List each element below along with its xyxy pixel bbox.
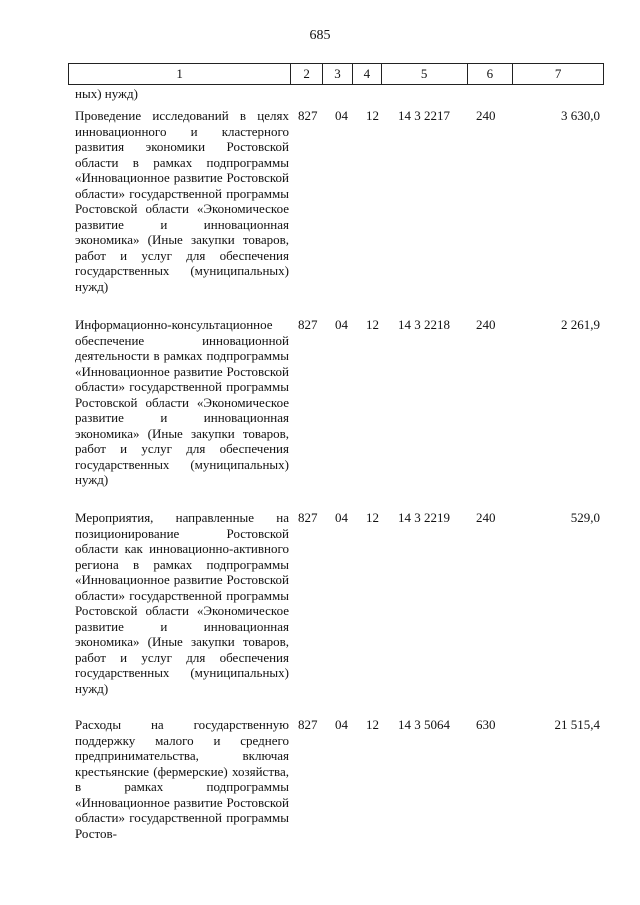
row-col2: 827 — [298, 510, 318, 525]
row-col5: 14 3 5064 — [398, 717, 450, 732]
row-col6: 240 — [476, 108, 496, 123]
row-col4: 12 — [366, 510, 379, 525]
row-col3: 04 — [335, 108, 348, 123]
row-col6: 240 — [476, 317, 496, 332]
row-col2: 827 — [298, 108, 318, 123]
page-number: 685 — [309, 28, 331, 43]
row-col6: 630 — [476, 717, 496, 732]
continuation-text: ных) нужд) — [75, 86, 138, 101]
header-col-2: 2 — [291, 64, 323, 84]
row-description: Информационно-консультационное обеспечение инновационной деятельности в рамках подпрограммы «Инновационное развитие Ростовской области» государственной программы Ростовской области «Экономическое развитие и инновационная экономика» (Иные закупки товаров, работ и услуг для обеспечения государственных (муниципальных) нужд) — [75, 317, 289, 488]
row-col7: 21 515,4 — [554, 717, 600, 732]
row-col5: 14 3 2217 — [398, 108, 450, 123]
row-col4: 12 — [366, 108, 379, 123]
row-col7: 3 630,0 — [561, 108, 600, 123]
row-description: Проведение исследований в целях инновационного и кластерного развития экономики Ростовской области в рамках подпрограммы «Инновационное развитие Ростовской области» государственной программы Ростовской области «Экономическое развитие и инновационная экономика» (Иные закупки товаров, работ и услуг для обеспечения государственных (муниципальных) нужд) — [75, 108, 289, 295]
row-col2: 827 — [298, 317, 318, 332]
row-col7: 529,0 — [570, 510, 600, 525]
header-col-3: 3 — [323, 64, 353, 84]
table-header-row — [68, 63, 604, 85]
row-col4: 12 — [366, 317, 379, 332]
row-col6: 240 — [476, 510, 496, 525]
row-col2: 827 — [298, 717, 318, 732]
row-description: Расходы на государственную поддержку малого и среднего предпринимательства, включая крестьянские (фермерские) хозяйства, в рамках подпрограммы «Инновационное развитие Ростовской области» государственной программы Ростов- — [75, 717, 289, 841]
row-col5: 14 3 2218 — [398, 317, 450, 332]
header-col-6: 6 — [468, 64, 514, 84]
header-col-7: 7 — [554, 66, 562, 81]
row-col3: 04 — [335, 317, 348, 332]
row-col5: 14 3 2219 — [398, 510, 450, 525]
row-col3: 04 — [335, 510, 348, 525]
header-col-5: 5 — [382, 64, 468, 84]
header-col-4: 4 — [353, 64, 382, 84]
row-col4: 12 — [366, 717, 379, 732]
row-col3: 04 — [335, 717, 348, 732]
header-col-1: 1 — [69, 64, 291, 84]
row-col7: 2 261,9 — [561, 317, 600, 332]
row-description: Мероприятия, направленные на позиционирование Ростовской области как инновационно-активного региона в рамках подпрограммы «Инновационное развитие Ростовской области» государственной программы Ростовской области «Экономическое развитие и инновационная экономика» (Иные закупки товаров, работ и услуг для обеспечения государственных (муниципальных) нужд) — [75, 510, 289, 697]
